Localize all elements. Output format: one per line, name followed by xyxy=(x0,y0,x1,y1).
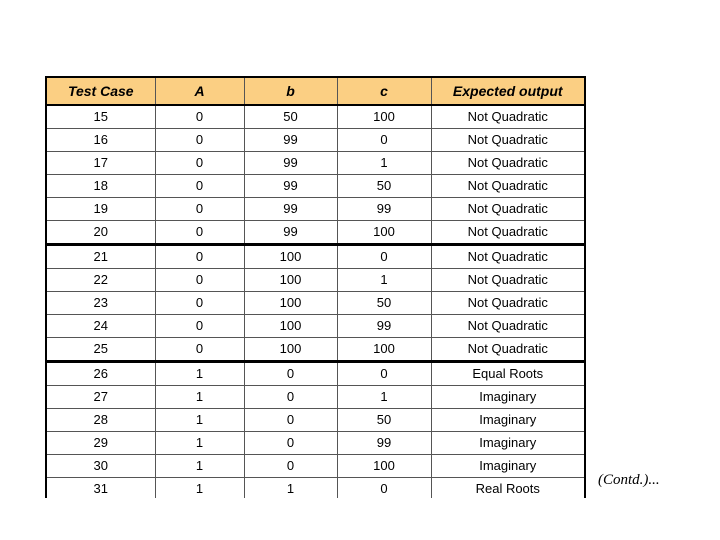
table-row xyxy=(47,152,584,175)
cell-b: 100 xyxy=(244,292,337,315)
table-row xyxy=(47,198,584,221)
cell-expected-output: Not Quadratic xyxy=(431,221,584,245)
table-row xyxy=(47,105,584,129)
cell-expected-output: Not Quadratic xyxy=(431,315,584,338)
cell-c: 0 xyxy=(337,362,431,386)
cell-c: 50 xyxy=(337,175,431,198)
cell-c: 1 xyxy=(337,152,431,175)
cell-b: 0 xyxy=(244,455,337,478)
cell-a: 1 xyxy=(155,455,244,478)
cell-a: 0 xyxy=(155,129,244,152)
cell-a: 0 xyxy=(155,315,244,338)
cell-expected-output: Not Quadratic xyxy=(431,338,584,362)
cell-b: 100 xyxy=(244,315,337,338)
cell-expected-output: Not Quadratic xyxy=(431,269,584,292)
header-b: b xyxy=(244,78,337,105)
table-row xyxy=(47,221,584,245)
cell-b: 0 xyxy=(244,362,337,386)
cell-expected-output: Equal Roots xyxy=(431,362,584,386)
table-row xyxy=(47,362,584,386)
test-case-table-container xyxy=(45,76,586,498)
cell-b: 100 xyxy=(244,269,337,292)
cell-c: 0 xyxy=(337,129,431,152)
cell-b: 100 xyxy=(244,245,337,269)
cell-a: 0 xyxy=(155,338,244,362)
cell-test-case: 25 xyxy=(47,338,155,362)
cell-test-case: 28 xyxy=(47,409,155,432)
cell-b: 99 xyxy=(244,129,337,152)
cell-c: 99 xyxy=(337,432,431,455)
cell-b: 1 xyxy=(244,478,337,499)
table-row xyxy=(47,245,584,269)
header-c: c xyxy=(337,78,431,105)
cell-expected-output: Not Quadratic xyxy=(431,175,584,198)
table-row xyxy=(47,432,584,455)
cell-test-case: 26 xyxy=(47,362,155,386)
test-case-table xyxy=(47,78,584,498)
cell-a: 1 xyxy=(155,409,244,432)
cell-test-case: 16 xyxy=(47,129,155,152)
cell-expected-output: Not Quadratic xyxy=(431,198,584,221)
cell-a: 0 xyxy=(155,152,244,175)
cell-a: 1 xyxy=(155,478,244,499)
cell-b: 100 xyxy=(244,338,337,362)
continued-label: (Contd.)... xyxy=(598,472,660,488)
table-body xyxy=(47,105,584,498)
cell-test-case: 29 xyxy=(47,432,155,455)
table-row xyxy=(47,386,584,409)
cell-a: 1 xyxy=(155,362,244,386)
cell-b: 0 xyxy=(244,409,337,432)
table-row xyxy=(47,478,584,499)
cell-c: 0 xyxy=(337,478,431,499)
cell-c: 0 xyxy=(337,245,431,269)
cell-a: 1 xyxy=(155,432,244,455)
cell-expected-output: Not Quadratic xyxy=(431,245,584,269)
table-row xyxy=(47,455,584,478)
header-test-case: Test Case xyxy=(47,78,155,105)
table-row xyxy=(47,338,584,362)
cell-a: 0 xyxy=(155,221,244,245)
table-row xyxy=(47,292,584,315)
table-row xyxy=(47,269,584,292)
table-row xyxy=(47,315,584,338)
cell-test-case: 24 xyxy=(47,315,155,338)
cell-b: 50 xyxy=(244,105,337,129)
cell-expected-output: Not Quadratic xyxy=(431,105,584,129)
cell-c: 100 xyxy=(337,455,431,478)
cell-a: 0 xyxy=(155,292,244,315)
cell-test-case: 20 xyxy=(47,221,155,245)
cell-b: 99 xyxy=(244,175,337,198)
cell-c: 99 xyxy=(337,198,431,221)
cell-test-case: 23 xyxy=(47,292,155,315)
cell-test-case: 19 xyxy=(47,198,155,221)
cell-b: 0 xyxy=(244,432,337,455)
cell-b: 99 xyxy=(244,221,337,245)
cell-expected-output: Imaginary xyxy=(431,386,584,409)
cell-expected-output: Not Quadratic xyxy=(431,152,584,175)
cell-c: 1 xyxy=(337,386,431,409)
cell-c: 100 xyxy=(337,105,431,129)
cell-test-case: 31 xyxy=(47,478,155,499)
cell-a: 0 xyxy=(155,198,244,221)
cell-b: 99 xyxy=(244,152,337,175)
table-row xyxy=(47,175,584,198)
cell-c: 50 xyxy=(337,292,431,315)
cell-a: 0 xyxy=(155,245,244,269)
cell-test-case: 21 xyxy=(47,245,155,269)
cell-b: 0 xyxy=(244,386,337,409)
cell-expected-output: Imaginary xyxy=(431,455,584,478)
table-header-row xyxy=(47,78,584,105)
cell-a: 0 xyxy=(155,175,244,198)
cell-test-case: 22 xyxy=(47,269,155,292)
cell-c: 99 xyxy=(337,315,431,338)
cell-expected-output: Real Roots xyxy=(431,478,584,499)
cell-test-case: 15 xyxy=(47,105,155,129)
cell-c: 100 xyxy=(337,221,431,245)
cell-c: 1 xyxy=(337,269,431,292)
cell-test-case: 27 xyxy=(47,386,155,409)
header-expected-output: Expected output xyxy=(431,78,584,105)
header-a: A xyxy=(155,78,244,105)
table-row xyxy=(47,409,584,432)
cell-test-case: 18 xyxy=(47,175,155,198)
cell-expected-output: Not Quadratic xyxy=(431,292,584,315)
cell-expected-output: Imaginary xyxy=(431,432,584,455)
cell-test-case: 17 xyxy=(47,152,155,175)
cell-a: 0 xyxy=(155,105,244,129)
cell-expected-output: Imaginary xyxy=(431,409,584,432)
cell-a: 1 xyxy=(155,386,244,409)
table-row xyxy=(47,129,584,152)
cell-test-case: 30 xyxy=(47,455,155,478)
cell-expected-output: Not Quadratic xyxy=(431,129,584,152)
cell-c: 100 xyxy=(337,338,431,362)
cell-a: 0 xyxy=(155,269,244,292)
cell-b: 99 xyxy=(244,198,337,221)
cell-c: 50 xyxy=(337,409,431,432)
